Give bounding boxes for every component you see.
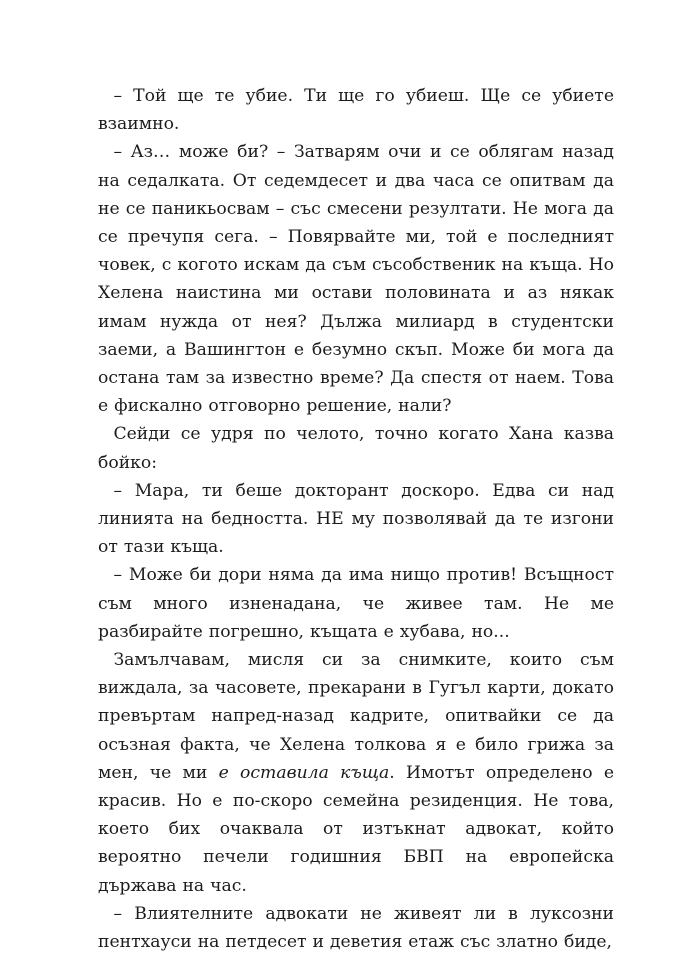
paragraph-6-emphasis: е оставила къща — [218, 762, 390, 783]
paragraph-6 — [98, 646, 614, 900]
body-text — [98, 82, 614, 956]
paragraph-1: – Той ще те убие. Ти ще го убиеш. Ще се убиете взаимно. — [98, 86, 614, 135]
paragraph-5: – Може би дори няма да има нищо против! Всъщност съм много изненадана, че живее там. Не ме разбирайте погрешно, къщата е хубава, но... — [98, 565, 614, 642]
paragraph-6-start: Замълчавам, мисля си за снимките, които съм виждала, за часовете, прекарани в Гугъл карти, докато превъртам напред-назад кадрите, опитвайки се да осъзная факта, че Хелена толкова я е било грижа за мен, че ми — [98, 650, 614, 783]
paragraph-4: – Мара, ти беше докторант доскоро. Едва си над линията на бедността. НЕ му позволявай да те изгони от тази къща. — [98, 480, 614, 558]
paragraph-6-end: . Имотът определено е красив. Но е по-скоро семейна резиденция. Не това, което бих очаквала от изтъкнат адвокат, който вероятно печели годишния БВП на европейска държава на час. — [98, 762, 614, 896]
paragraph-7: – Влиятелните адвокати не живеят ли в луксозни пентхауси на петдесет и деветия етаж със златно биде, — [98, 903, 614, 953]
paragraph-2: – Аз… може би? – Затварям очи и се облягам назад на седалката. От седемдесет и два часа се опитвам да не се паникьосвам – със смесени резултати. Не мога да се пречупя сега. – Повярвайте ми, той е последният човек, с когото искам да съм съсобственик на къща. Но Хелена наистина ми остави половината и аз някак имам нужда от нея? Дължа милиард в студентски заеми, а Вашингтон е безумно скъп. Може би мога да остана там за известно време? Да спестя от наем. Това е фискално отговорно решение, нали? — [98, 142, 614, 417]
paragraph-3: Сейди се удря по челото, точно когато Хана казва бойко: — [98, 424, 614, 473]
